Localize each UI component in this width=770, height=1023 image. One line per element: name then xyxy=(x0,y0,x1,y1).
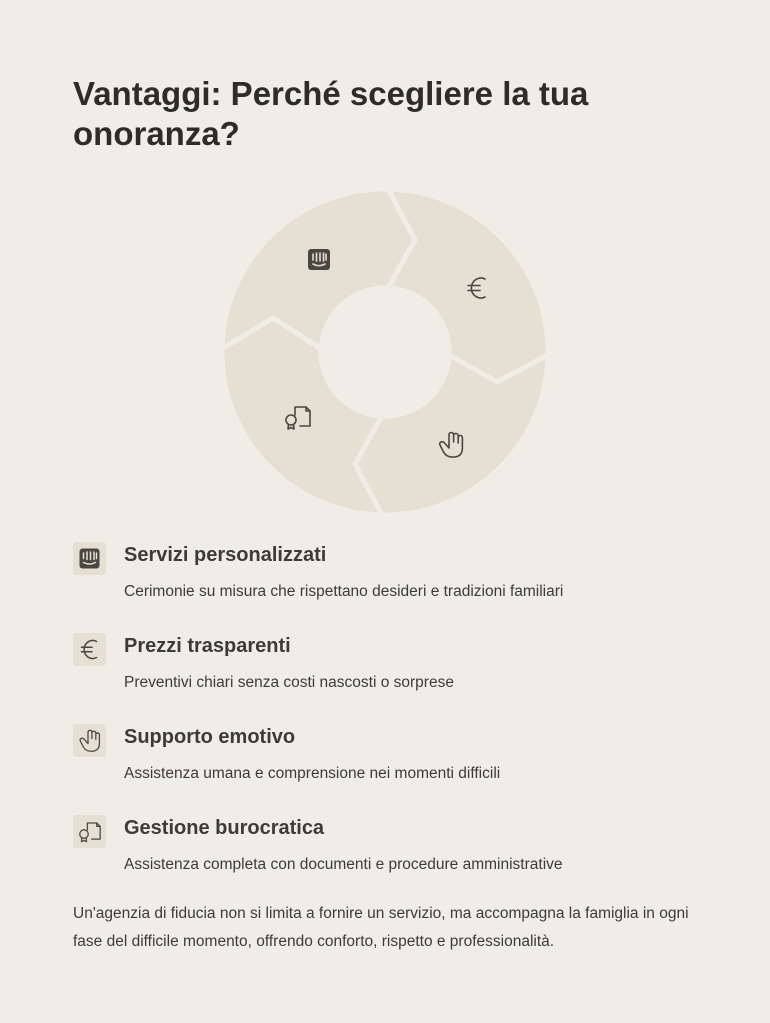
list-item xyxy=(73,631,713,711)
closing-paragraph: Un'agenzia di fiducia non si limita a fornire un servizio, ma accompagna la famiglia in ogni fase del difficile momento, offrendo conforto, rispetto e professionalità. xyxy=(73,905,689,950)
euro-icon xyxy=(73,633,106,666)
item-description: Assistenza completa con documenti e procedure amministrative xyxy=(124,856,563,873)
item-title: Servizi personalizzati xyxy=(124,544,327,566)
cycle-segment-bureaucracy xyxy=(222,318,382,515)
hand-icon xyxy=(73,724,106,757)
cycle-diagram xyxy=(215,182,555,522)
item-description: Cerimonie su misura che rispettano desideri e tradizioni familiari xyxy=(124,583,564,600)
item-title: Gestione burocratica xyxy=(124,817,325,839)
item-title: Prezzi trasparenti xyxy=(124,635,291,657)
certificate-icon xyxy=(73,815,106,848)
cycle-segment-support xyxy=(355,355,548,515)
page-title: Vantaggi: Perché scegliere la tua onoranza? xyxy=(73,75,589,152)
item-description: Assistenza umana e comprensione nei momenti difficili xyxy=(124,765,501,782)
item-description: Preventivi chiari senza costi nascosti o sorprese xyxy=(124,674,454,691)
list-item xyxy=(73,722,713,802)
list-item xyxy=(73,813,713,893)
intercom-icon xyxy=(73,542,106,575)
list-item xyxy=(73,540,713,620)
intercom-icon xyxy=(308,249,330,270)
item-title: Supporto emotivo xyxy=(124,726,296,748)
